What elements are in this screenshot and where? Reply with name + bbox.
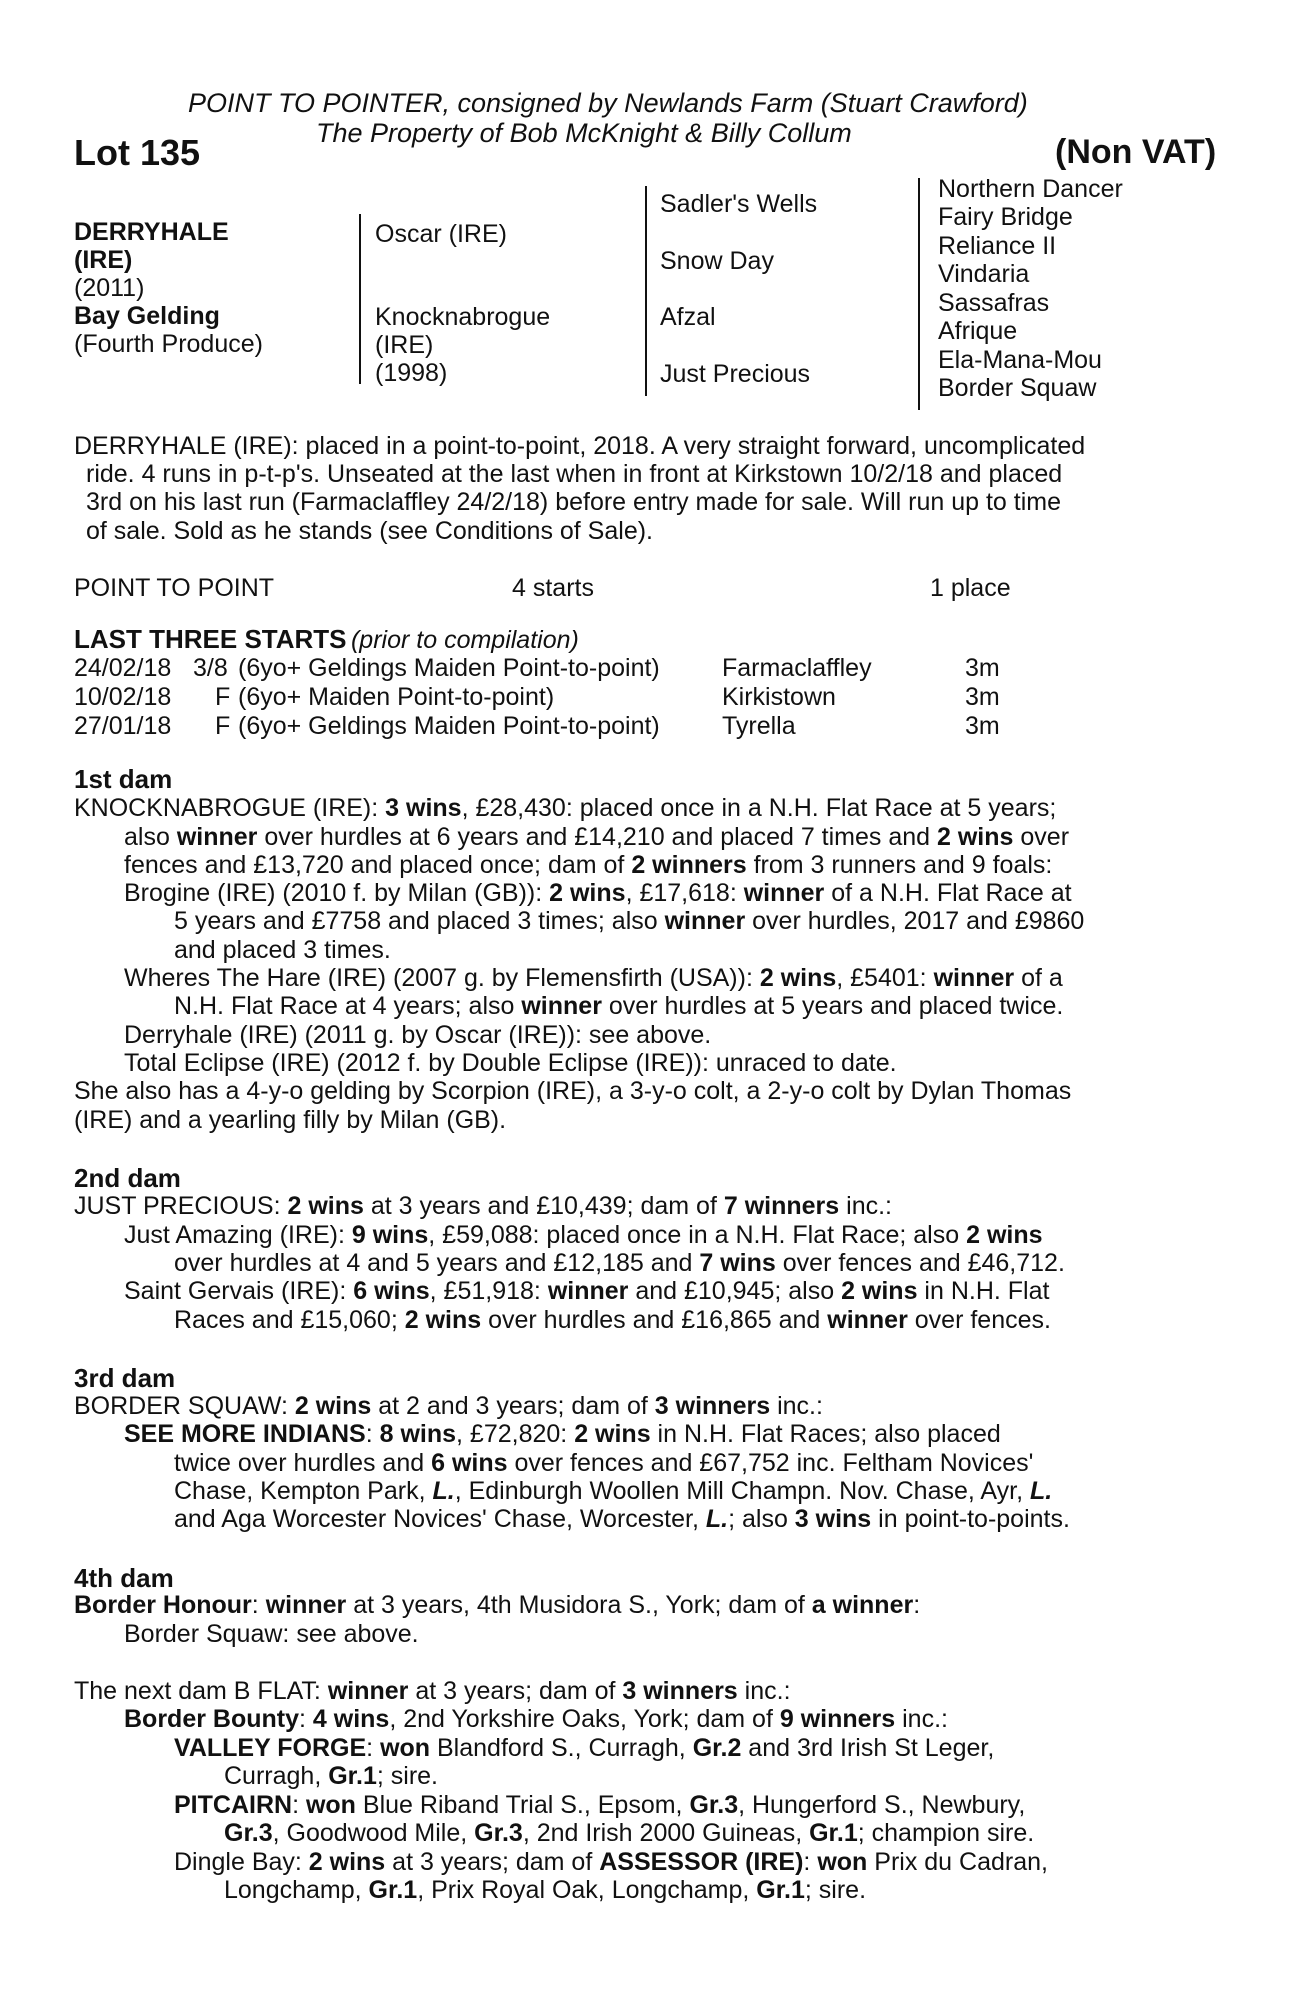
pedigree-gen3: Border Squaw <box>938 374 1097 402</box>
pedigree-gen3: Sassafras <box>938 289 1050 317</box>
start-distance: 3m <box>965 712 1000 740</box>
horse-produce: (Fourth Produce) <box>74 330 263 358</box>
pedigree-gen2: Sadler's Wells <box>660 190 818 218</box>
third-dam-line: BORDER SQUAW: 2 wins at 2 and 3 years; dam of 3 winners inc.: <box>74 1392 823 1420</box>
pedigree-divider-1 <box>359 214 361 384</box>
pedigree-gen3: Northern Dancer <box>938 175 1123 203</box>
first-dam-line: 5 years and £7758 and placed 3 times; also winner over hurdles, 2017 and £9860 <box>174 907 1085 935</box>
pedigree-gen3: Reliance II <box>938 232 1057 260</box>
property-line: The Property of Bob McKnight & Billy Collum <box>316 118 852 148</box>
next-dam-line: Curragh, Gr.1; sire. <box>224 1762 438 1790</box>
pedigree-gen3: Ela-Mana-Mou <box>938 346 1102 374</box>
second-dam-line: Saint Gervais (IRE): 6 wins, £51,918: winner and £10,945; also 2 wins in N.H. Flat <box>124 1277 1050 1305</box>
third-dam-line: SEE MORE INDIANS: 8 wins, £72,820: 2 wins in N.H. Flat Races; also placed <box>124 1420 1001 1448</box>
first-dam-line: (IRE) and a yearling filly by Milan (GB). <box>74 1106 507 1134</box>
start-distance: 3m <box>965 654 1000 682</box>
third-dam-title: 3rd dam <box>74 1363 176 1393</box>
third-dam-line: Chase, Kempton Park, L., Edinburgh Woollen Mill Champn. Nov. Chase, Ayr, L. <box>174 1477 1053 1505</box>
summary-line: of sale. Sold as he stands (see Conditions of Sale). <box>86 517 653 545</box>
start-date: 24/02/18 <box>74 654 172 682</box>
next-dam-line: VALLEY FORGE: won Blandford S., Curragh, Gr.2 and 3rd Irish St Leger, <box>174 1734 995 1762</box>
fourth-dam-title: 4th dam <box>74 1563 174 1593</box>
consignor-line: POINT TO POINTER, consigned by Newlands Farm (Stuart Crawford) <box>188 88 1028 118</box>
dam-year: (1998) <box>375 359 448 387</box>
pedigree-gen2: Just Precious <box>660 360 811 388</box>
start-result: F <box>215 683 231 711</box>
pedigree-gen3: Fairy Bridge <box>938 203 1073 231</box>
start-result: F <box>215 712 231 740</box>
start-race: (6yo+ Geldings Maiden Point-to-point) <box>238 712 660 740</box>
summary-line: ride. 4 runs in p-t-p's. Unseated at the last when in front at Kirkstown 10/2/18 and placed <box>86 460 1063 488</box>
first-dam-title: 1st dam <box>74 764 173 794</box>
start-course: Kirkistown <box>722 683 836 711</box>
start-date: 27/01/18 <box>74 712 172 740</box>
third-dam-line: and Aga Worcester Novices' Chase, Worcester, L.; also 3 wins in point-to-points. <box>174 1505 1070 1533</box>
second-dam-line: Just Amazing (IRE): 9 wins, £59,088: placed once in a N.H. Flat Race; also 2 wins <box>124 1221 1043 1249</box>
next-dam-line: PITCAIRN: won Blue Riband Trial S., Epsom, Gr.3, Hungerford S., Newbury, <box>174 1791 1026 1819</box>
second-dam-line: over hurdles at 4 and 5 years and £12,185 and 7 wins over fences and £46,712. <box>174 1249 1065 1277</box>
next-dam-line: Dingle Bay: 2 wins at 3 years; dam of ASSESSOR (IRE): won Prix du Cadran, <box>174 1848 1048 1876</box>
next-dam-line: Gr.3, Goodwood Mile, Gr.3, 2nd Irish 2000 Guineas, Gr.1; champion sire. <box>224 1819 1035 1847</box>
start-course: Farmaclaffley <box>722 654 872 682</box>
record-starts: 4 starts <box>512 574 594 602</box>
last-starts-heading <box>74 624 579 655</box>
dam-country: (IRE) <box>375 331 434 359</box>
first-dam-line: Total Eclipse (IRE) (2012 f. by Double Eclipse (IRE)): unraced to date. <box>124 1049 897 1077</box>
start-date: 10/02/18 <box>74 683 172 711</box>
summary-line: DERRYHALE (IRE): placed in a point-to-point, 2018. A very straight forward, uncomplicated <box>74 432 1086 460</box>
fourth-dam-line: Border Honour: winner at 3 years, 4th Musidora S., York; dam of a winner: <box>74 1591 921 1619</box>
record-place: 1 place <box>930 574 1011 602</box>
horse-country: (IRE) <box>74 246 133 274</box>
sire: Oscar (IRE) <box>375 220 507 248</box>
pedigree-divider-3 <box>918 178 920 410</box>
start-result: 3/8 <box>193 654 228 682</box>
first-dam-line: Derryhale (IRE) (2011 g. by Oscar (IRE)): see above. <box>124 1021 712 1049</box>
first-dam-line: She also has a 4-y-o gelding by Scorpion (IRE), a 3-y-o colt, a 2-y-o colt by Dylan Thomas <box>74 1077 1072 1105</box>
second-dam-line: JUST PRECIOUS: 2 wins at 3 years and £10,439; dam of 7 winners inc.: <box>74 1192 892 1220</box>
lot-number: Lot 135 <box>74 132 201 173</box>
dam-name: Knocknabrogue <box>375 303 551 331</box>
pedigree-gen3: Afrique <box>938 317 1018 345</box>
pedigree-gen2: Afzal <box>660 303 716 331</box>
horse-sex: Bay Gelding <box>74 302 220 330</box>
first-dam-line: fences and £13,720 and placed once; dam of 2 winners from 3 runners and 9 foals: <box>124 851 1053 879</box>
first-dam-line: and placed 3 times. <box>174 936 391 964</box>
first-dam-line: N.H. Flat Race at 4 years; also winner over hurdles at 5 years and placed twice. <box>174 992 1064 1020</box>
start-distance: 3m <box>965 683 1000 711</box>
next-dam-line: The next dam B FLAT: winner at 3 years; dam of 3 winners inc.: <box>74 1677 791 1705</box>
start-race: (6yo+ Maiden Point-to-point) <box>238 683 555 711</box>
next-dam-line: Longchamp, Gr.1, Prix Royal Oak, Longchamp, Gr.1; sire. <box>224 1876 867 1904</box>
first-dam-line: Wheres The Hare (IRE) (2007 g. by Flemensfirth (USA)): 2 wins, £5401: winner of a <box>124 964 1063 992</box>
horse-name: DERRYHALE <box>74 218 229 246</box>
pedigree-gen3: Vindaria <box>938 260 1030 288</box>
last-starts-title: LAST THREE STARTS <box>74 624 347 654</box>
fourth-dam-line: Border Squaw: see above. <box>124 1620 419 1648</box>
summary-line: 3rd on his last run (Farmaclaffley 24/2/18) before entry made for sale. Will run up to time <box>86 488 1061 516</box>
first-dam-line: also winner over hurdles at 6 years and £14,210 and placed 7 times and 2 wins over <box>124 823 1070 851</box>
second-dam-title: 2nd dam <box>74 1163 181 1193</box>
horse-year: (2011) <box>74 274 145 302</box>
record-label: POINT TO POINT <box>74 574 275 602</box>
vat-status: (Non VAT) <box>1055 133 1217 171</box>
start-course: Tyrella <box>722 712 796 740</box>
pedigree-divider-2 <box>645 186 647 396</box>
first-dam-line: Brogine (IRE) (2010 f. by Milan (GB)): 2 wins, £17,618: winner of a N.H. Flat Race at <box>124 879 1072 907</box>
pedigree-gen2: Snow Day <box>660 247 774 275</box>
second-dam-line: Races and £15,060; 2 wins over hurdles and £16,865 and winner over fences. <box>174 1306 1051 1334</box>
third-dam-line: twice over hurdles and 6 wins over fences and £67,752 inc. Feltham Novices' <box>174 1449 1034 1477</box>
start-race: (6yo+ Geldings Maiden Point-to-point) <box>238 654 660 682</box>
first-dam-line: KNOCKNABROGUE (IRE): 3 wins, £28,430: placed once in a N.H. Flat Race at 5 years; <box>74 794 1057 822</box>
last-starts-note: (prior to compilation) <box>350 626 579 654</box>
next-dam-line: Border Bounty: 4 wins, 2nd Yorkshire Oaks, York; dam of 9 winners inc.: <box>124 1705 948 1733</box>
